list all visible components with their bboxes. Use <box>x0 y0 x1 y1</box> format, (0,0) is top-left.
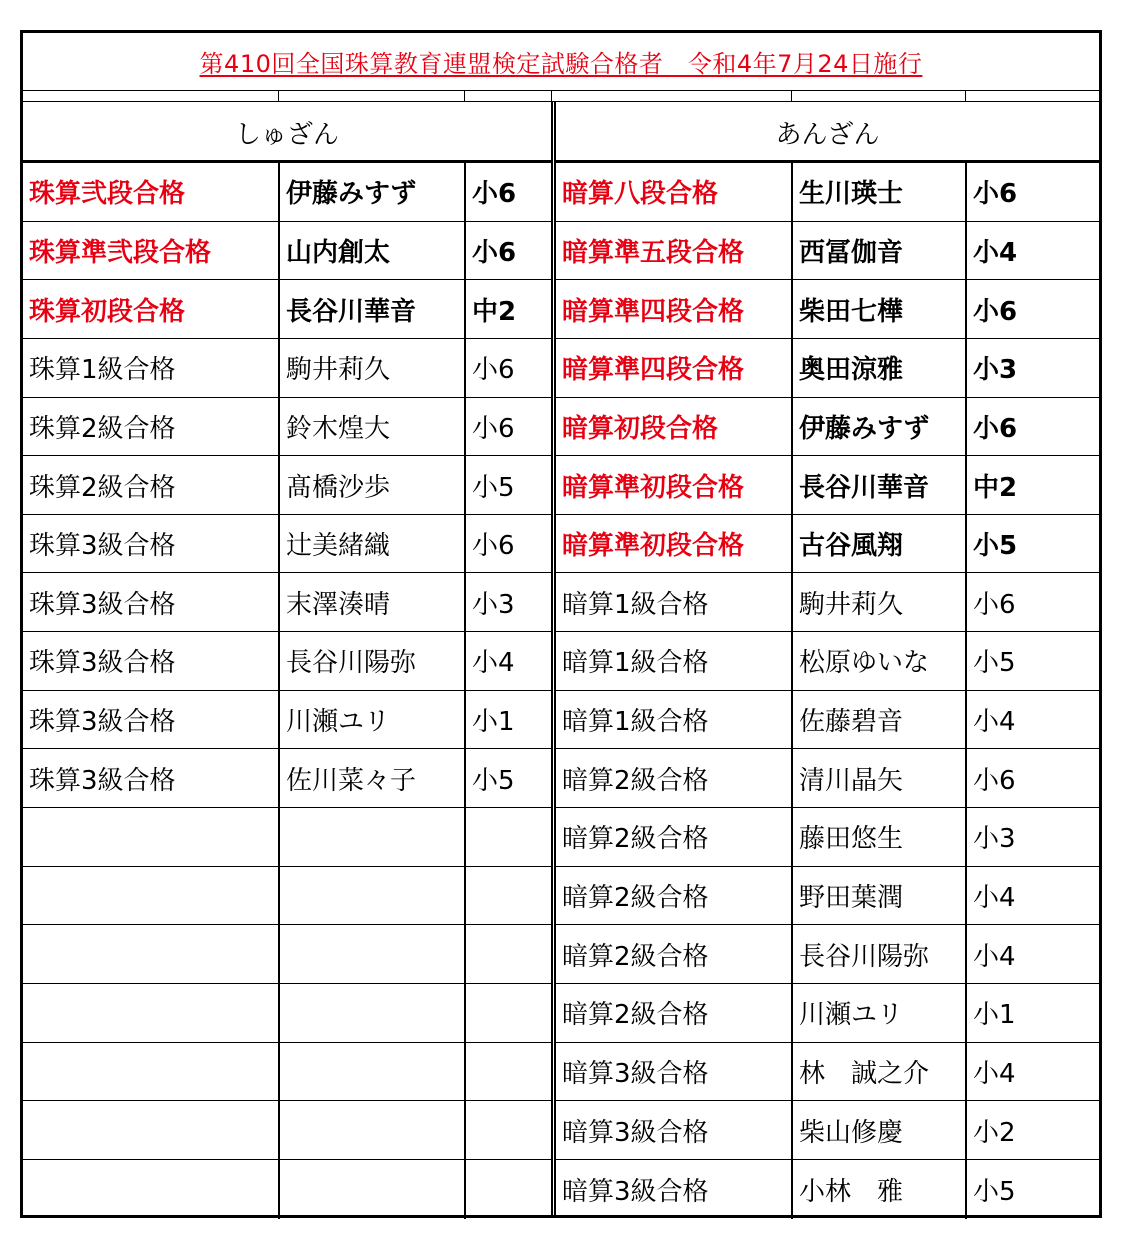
school-cell: 小1 <box>965 984 1099 1042</box>
name-cell: 長谷川陽弥 <box>278 632 464 690</box>
school-cell: 小6 <box>464 515 551 573</box>
grade-cell: 珠算3級合格 <box>29 765 176 796</box>
grade-cell: 暗算八段合格 <box>562 179 719 210</box>
table-row <box>556 163 1099 222</box>
table-row <box>556 749 1099 808</box>
grade-cell: 暗算2級合格 <box>562 765 709 796</box>
school-cell: 小6 <box>464 222 551 280</box>
name-cell: 野田葉潤 <box>791 867 965 925</box>
grade-cell: 暗算2級合格 <box>562 1000 709 1031</box>
school-cell: 小4 <box>965 867 1099 925</box>
table-row <box>23 456 551 515</box>
shuzan-header: しゅざん <box>23 105 551 163</box>
table-row <box>23 515 551 574</box>
school-cell: 小6 <box>965 280 1099 338</box>
table-row <box>556 984 1099 1043</box>
school-cell <box>464 808 551 866</box>
name-cell <box>278 808 464 866</box>
school-cell: 小5 <box>965 1160 1099 1219</box>
school-cell: 小1 <box>464 691 551 749</box>
name-cell: 川瀬ユリ <box>278 691 464 749</box>
school-cell: 小4 <box>965 1043 1099 1101</box>
table-row <box>23 808 551 867</box>
grade-cell <box>23 867 278 925</box>
table-row <box>556 456 1099 515</box>
divider <box>965 91 966 101</box>
school-cell: 小4 <box>965 691 1099 749</box>
name-cell <box>278 1043 464 1101</box>
grade-cell: 暗算3級合格 <box>562 1117 709 1148</box>
table-row <box>23 1160 551 1219</box>
name-cell: 伊藤みすず <box>278 163 464 221</box>
name-cell: 伊藤みすず <box>791 398 965 456</box>
title-row <box>23 33 1099 90</box>
table-row <box>556 1043 1099 1102</box>
school-cell: 小6 <box>965 398 1099 456</box>
school-cell <box>464 867 551 925</box>
name-cell: 生川瑛士 <box>791 163 965 221</box>
name-cell: 辻美緒織 <box>278 515 464 573</box>
table-row <box>556 515 1099 574</box>
grade-cell: 暗算1級合格 <box>562 648 709 679</box>
table-row <box>556 1101 1099 1160</box>
table-row <box>556 867 1099 926</box>
divider <box>551 91 552 101</box>
name-cell <box>278 867 464 925</box>
anzan-header: あんざん <box>556 105 1099 163</box>
school-cell: 小4 <box>965 925 1099 983</box>
grade-cell: 暗算2級合格 <box>562 941 709 972</box>
school-cell: 小5 <box>965 515 1099 573</box>
shuzan-table <box>23 163 551 1219</box>
name-cell: 小林 雅 <box>791 1160 965 1219</box>
grade-cell <box>23 1101 278 1159</box>
school-cell <box>464 1160 551 1219</box>
name-cell <box>278 984 464 1042</box>
grade-cell: 暗算3級合格 <box>562 1176 709 1207</box>
name-cell: 駒井莉久 <box>791 573 965 631</box>
grade-cell: 暗算1級合格 <box>562 707 709 738</box>
grade-cell: 暗算初段合格 <box>562 413 719 444</box>
school-cell <box>464 1101 551 1159</box>
name-cell: 長谷川華音 <box>791 456 965 514</box>
spacer-row <box>23 90 1099 102</box>
school-cell <box>464 984 551 1042</box>
grade-cell: 珠算1級合格 <box>29 355 176 386</box>
school-cell: 小6 <box>464 339 551 397</box>
grade-cell <box>23 925 278 983</box>
school-cell: 小2 <box>965 1101 1099 1159</box>
grade-cell: 珠算3級合格 <box>29 531 176 562</box>
grade-cell: 暗算準初段合格 <box>562 472 745 503</box>
table-row <box>23 867 551 926</box>
name-cell: 松原ゆいな <box>791 632 965 690</box>
name-cell: 山内創太 <box>278 222 464 280</box>
school-cell: 小3 <box>464 573 551 631</box>
table-row <box>23 398 551 457</box>
name-cell: 奥田涼雅 <box>791 339 965 397</box>
name-cell <box>278 925 464 983</box>
school-cell: 小6 <box>965 573 1099 631</box>
table-row <box>23 163 551 222</box>
grade-cell <box>23 808 278 866</box>
table-row <box>23 573 551 632</box>
grade-cell: 珠算3級合格 <box>29 648 176 679</box>
divider <box>278 91 279 101</box>
school-cell: 小6 <box>464 398 551 456</box>
grade-cell: 暗算準四段合格 <box>562 296 745 327</box>
results-sheet <box>20 30 1102 1218</box>
name-cell: 柴山修慶 <box>791 1101 965 1159</box>
name-cell: 鈴木煌大 <box>278 398 464 456</box>
grade-cell: 珠算2級合格 <box>29 413 176 444</box>
divider <box>464 91 465 101</box>
table-row <box>23 691 551 750</box>
table-row <box>556 222 1099 281</box>
name-cell <box>278 1101 464 1159</box>
table-row <box>23 339 551 398</box>
grade-cell: 暗算2級合格 <box>562 883 709 913</box>
page-title: 第410回全国珠算教育連盟検定試験合格者 令和4年7月24日施行 <box>199 50 923 78</box>
grade-cell: 珠算3級合格 <box>29 707 176 738</box>
table-row <box>556 632 1099 691</box>
name-cell: 長谷川陽弥 <box>791 925 965 983</box>
name-cell: 駒井莉久 <box>278 339 464 397</box>
anzan-table <box>556 163 1099 1219</box>
name-cell: 佐川菜々子 <box>278 749 464 807</box>
divider <box>791 91 792 101</box>
table-row <box>556 398 1099 457</box>
table-row <box>23 222 551 281</box>
school-cell <box>464 925 551 983</box>
table-row <box>23 1101 551 1160</box>
grade-cell <box>23 1160 278 1219</box>
name-cell: 林 誠之介 <box>791 1043 965 1101</box>
grade-cell: 珠算2級合格 <box>29 472 176 503</box>
name-cell: 末澤湊晴 <box>278 573 464 631</box>
table-row <box>23 1043 551 1102</box>
table-row <box>556 691 1099 750</box>
name-cell: 藤田悠生 <box>791 808 965 866</box>
name-cell: 柴田七樺 <box>791 280 965 338</box>
name-cell: 長谷川華音 <box>278 280 464 338</box>
name-cell: 髙橋沙歩 <box>278 456 464 514</box>
grade-cell: 暗算3級合格 <box>562 1058 709 1089</box>
school-cell: 小3 <box>965 808 1099 866</box>
name-cell: 古谷風翔 <box>791 515 965 573</box>
school-cell: 小6 <box>965 749 1099 807</box>
school-cell: 小6 <box>965 163 1099 221</box>
table-row <box>556 808 1099 867</box>
name-cell: 佐藤碧音 <box>791 691 965 749</box>
table-row <box>556 573 1099 632</box>
school-cell: 中2 <box>464 280 551 338</box>
name-cell: 川瀬ユリ <box>791 984 965 1042</box>
school-cell: 小3 <box>965 339 1099 397</box>
school-cell: 小6 <box>464 163 551 221</box>
table-row <box>23 925 551 984</box>
table-row <box>23 632 551 691</box>
school-cell: 小5 <box>965 632 1099 690</box>
grade-cell: 暗算2級合格 <box>562 824 709 855</box>
grade-cell: 暗算準五段合格 <box>562 237 745 268</box>
grade-cell <box>23 984 278 1042</box>
table-row <box>23 280 551 339</box>
name-cell: 清川晶矢 <box>791 749 965 807</box>
table-row <box>556 339 1099 398</box>
table-row <box>556 280 1099 339</box>
table-row <box>556 1160 1099 1219</box>
grade-cell: 珠算弐段合格 <box>29 179 186 210</box>
grade-cell: 珠算準弐段合格 <box>29 237 212 268</box>
grade-cell: 暗算1級合格 <box>562 589 709 620</box>
school-cell: 小4 <box>464 632 551 690</box>
grade-cell <box>23 1043 278 1101</box>
name-cell: 西冨伽音 <box>791 222 965 280</box>
school-cell <box>464 1043 551 1101</box>
school-cell: 中2 <box>965 456 1099 514</box>
grade-cell: 珠算3級合格 <box>29 589 176 620</box>
grade-cell: 珠算初段合格 <box>29 296 186 327</box>
grade-cell: 暗算準初段合格 <box>562 531 745 562</box>
grade-cell: 暗算準四段合格 <box>562 355 745 386</box>
table-row <box>23 749 551 808</box>
table-row <box>556 925 1099 984</box>
school-cell: 小5 <box>464 749 551 807</box>
school-cell: 小5 <box>464 456 551 514</box>
table-row <box>23 984 551 1043</box>
school-cell: 小4 <box>965 222 1099 280</box>
name-cell <box>278 1160 464 1219</box>
